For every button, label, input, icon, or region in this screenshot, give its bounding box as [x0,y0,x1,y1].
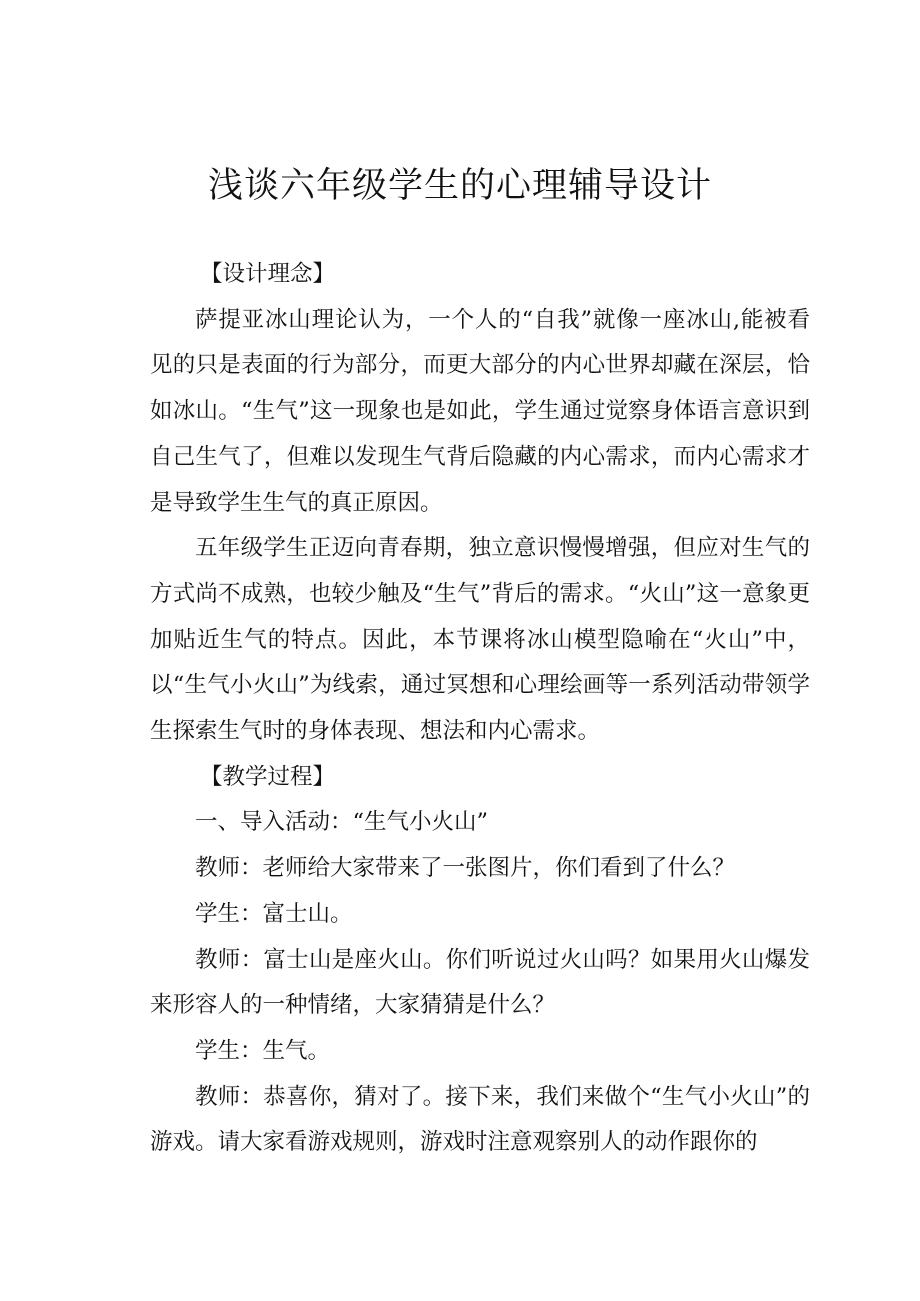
document-body [150,252,810,1166]
paragraph-iceberg-theory: 萨提亚冰山理论认为，一个人的“自我”就像一座冰山,能被看见的只是表面的行为部分，而更大部分的内心世界却藏在深层，恰如冰山。“生气”这一现象也是如此，学生通过觉察身体语言意识到自己生气了，但难以发现生气背后隐藏的内心需求，而内心需求才是导致学生生气的真正原因。 [150,306,810,516]
document-title: 浅谈六年级学生的心理辅导设计 [207,166,712,206]
paragraph-student-line-1: 学生：富士山。 [195,900,353,927]
paragraph-teacher-line-2: 教师：富士山是座火山。你们听说过火山吗？如果用火山爆发来形容人的一种情绪，大家猜猜是什么？ [150,946,810,1019]
section-heading-teaching-process: 【教学过程】 [200,763,336,790]
paragraph-volcano-metaphor: 五年级学生正迈向青春期，独立意识慢慢增强，但应对生气的方式尚不成熟，也较少触及“生气”背后的需求。“火山”这一意象更加贴近生气的特点。因此，本节课将冰山模型隐喻在“火山”中，以“生气小火山”为线索，通过冥想和心理绘画等一系列活动带领学生探索生气时的身体表现、想法和内心需求。 [150,535,810,745]
paragraph-intro-activity: 一、导入活动：“生气小火山” [195,809,489,836]
section-heading-design-concept: 【设计理念】 [200,261,336,287]
paragraph-teacher-line-3: 教师：恭喜你，猜对了。接下来，我们来做个“生气小火山”的游戏。请大家看游戏规则，游戏时注意观察别人的动作跟你的 [150,1083,810,1156]
paragraph-student-line-2: 学生：生气。 [195,1037,331,1064]
paragraph-teacher-line-1: 教师：老师给大家带来了一张图片，你们看到了什么？ [195,855,736,882]
